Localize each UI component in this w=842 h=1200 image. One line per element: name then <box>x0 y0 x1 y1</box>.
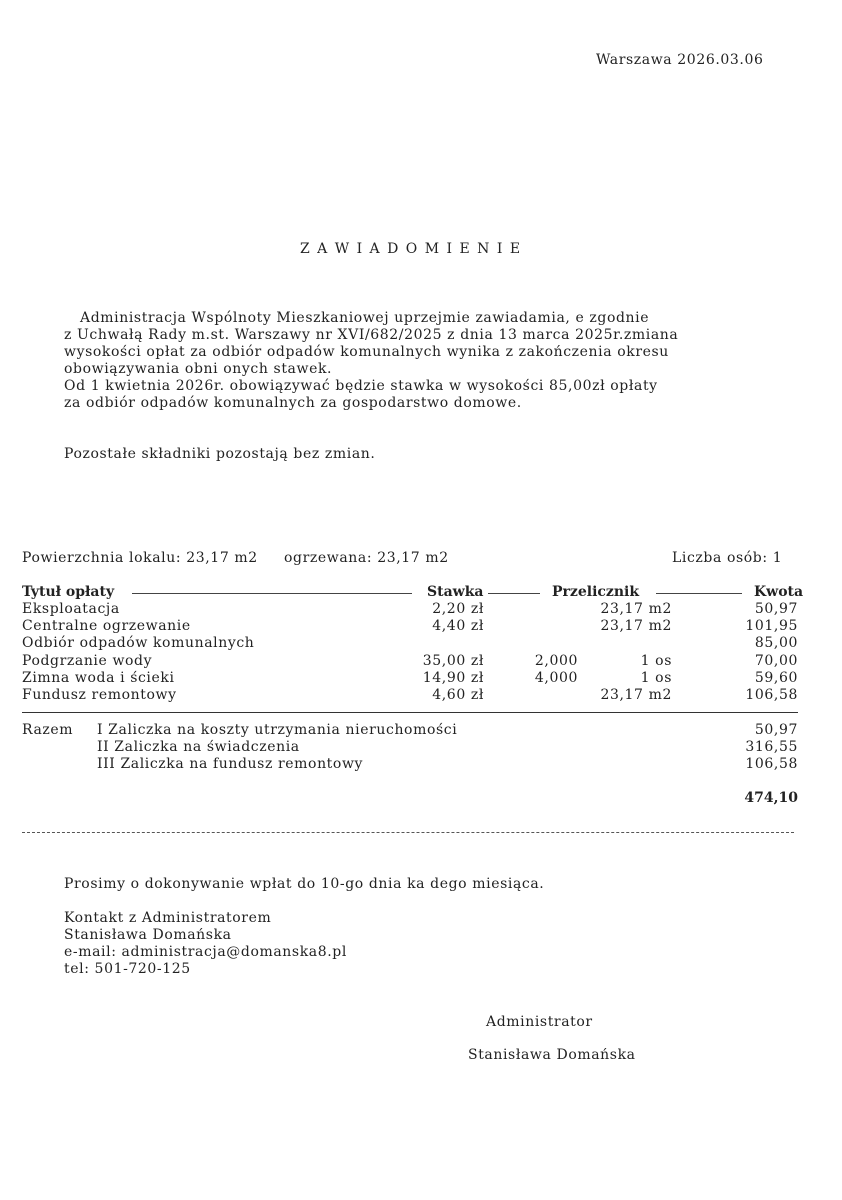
row-amount: 106,58 <box>745 687 798 703</box>
total-item-1-amount: 50,97 <box>754 722 798 738</box>
row-rate: 4,40 zł <box>432 618 484 635</box>
body-line-3: wysokości opłat za odbiór odpadów komunalnych wynika z zakończenia okresu <box>64 344 669 360</box>
place-date: Warszawa 2026.03.06 <box>596 52 764 68</box>
grand-total: 474,10 <box>744 790 798 806</box>
row-qty: 23,17 m2 <box>600 687 672 703</box>
row-title: Odbiór odpadów komunalnych <box>22 635 255 652</box>
body-line-1: Administracja Wspólnoty Mieszkaniowej uprzejmie zawiadamia, e zgodnie <box>80 310 650 326</box>
header-fill-3 <box>656 593 742 594</box>
row-title: Podgrzanie wody <box>22 652 153 669</box>
payment-note: Prosimy o dokonywanie wpłat do 10-go dnia ka dego miesiąca. <box>64 876 545 892</box>
row-title: Centralne ogrzewanie <box>22 618 191 635</box>
area-label: Powierzchnia lokalu: 23,17 m2 <box>22 550 258 566</box>
row-amount: 85,00 <box>754 635 798 652</box>
row-coef: 4,000 <box>534 669 578 686</box>
header-fill-1 <box>132 593 412 594</box>
total-item-3-label: III Zaliczka na fundusz remontowy <box>97 756 364 772</box>
total-item-2-label: II Zaliczka na świadczenia <box>97 739 300 755</box>
body-line-4: obowiązywania obni onych stawek. <box>64 361 333 377</box>
total-item-3-amount: 106,58 <box>745 756 798 772</box>
unchanged-note: Pozostałe składniki pozostają bez zmian. <box>64 446 376 462</box>
header-amount: Kwota <box>754 584 804 600</box>
body-line-5: Od 1 kwietnia 2026r. obowiązywać będzie stawka w wysokości 85,00zł opłaty <box>64 378 658 394</box>
dashed-separator <box>22 832 794 833</box>
persons-count: Liczba osób: 1 <box>672 550 783 566</box>
contact-name: Stanisława Domańska <box>64 927 232 943</box>
total-item-2-amount: 316,55 <box>745 739 798 755</box>
row-rate: 4,60 zł <box>432 687 484 703</box>
row-rate: 35,00 zł <box>422 652 484 669</box>
contact-tel: tel: 501-720-125 <box>64 961 191 977</box>
row-qty: 1 os <box>640 669 672 686</box>
row-coef: 2,000 <box>534 652 578 669</box>
row-amount: 50,97 <box>754 601 798 617</box>
total-item-1-label: I Zaliczka na koszty utrzymania nieruchomości <box>97 722 458 738</box>
row-qty: 23,17 m2 <box>600 601 672 617</box>
row-amount: 59,60 <box>754 669 798 686</box>
document-title: Z A W I A D O M I E N I E <box>300 241 522 257</box>
contact-email: e-mail: administracja@domanska8.pl <box>64 944 347 960</box>
row-amount: 70,00 <box>754 652 798 669</box>
row-rate: 2,20 zł <box>432 601 484 617</box>
row-amount: 101,95 <box>745 618 798 635</box>
header-title: Tytuł opłaty <box>22 584 115 600</box>
signature-role: Administrator <box>486 1014 593 1030</box>
table-separator <box>22 712 798 713</box>
body-line-2: z Uchwałą Rady m.st. Warszawy nr XVI/682/2025 z dnia 13 marca 2025r.zmiana <box>64 327 679 343</box>
row-title: Zimna woda i ścieki <box>22 669 175 686</box>
header-fill-2 <box>488 593 540 594</box>
heated-area: ogrzewana: 23,17 m2 <box>284 550 449 566</box>
header-rate: Stawka <box>427 584 484 600</box>
header-factor: Przelicznik <box>552 584 640 600</box>
row-title: Fundusz remontowy <box>22 687 177 703</box>
signature-name: Stanisława Domańska <box>468 1047 636 1063</box>
row-qty: 1 os <box>640 652 672 669</box>
row-rate: 14,90 zł <box>422 669 484 686</box>
totals-label: Razem <box>22 722 74 738</box>
row-qty: 23,17 m2 <box>600 618 672 635</box>
row-title: Eksploatacja <box>22 601 120 617</box>
body-line-6: za odbiór odpadów komunalnych za gospodarstwo domowe. <box>64 395 522 411</box>
contact-line: Kontakt z Administratorem <box>64 910 272 926</box>
